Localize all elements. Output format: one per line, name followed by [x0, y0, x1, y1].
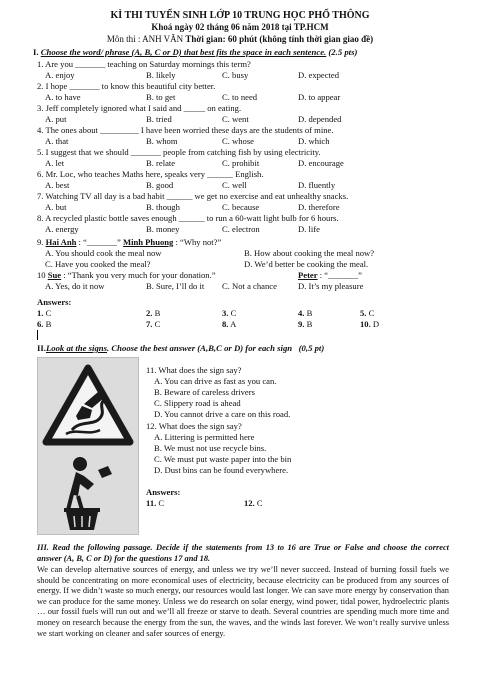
answer-value: B	[304, 319, 313, 329]
question-7: 7. Watching TV all day is a bad habit ______ we get no exercise and eat unhealthy snacks.	[37, 191, 349, 201]
q9-line2: : “Why not?”	[173, 237, 222, 247]
q4-option-c: C. whose	[222, 136, 254, 146]
section2-instruction-lead: Look at the signs	[45, 343, 108, 353]
answer-11	[146, 498, 164, 508]
q4-option-b: B. whom	[146, 136, 178, 146]
q5-option-a: A. let	[45, 158, 65, 168]
section1-points: (2.5 pts)	[328, 47, 358, 57]
answer-value: B	[152, 308, 161, 318]
question-1: 1. Are you _______ teaching on Saturday mornings this term?	[37, 59, 251, 69]
q10-option-b: B. Sure, I’ll do it	[146, 281, 205, 291]
q12-option-b: B. We must not use recycle bins.	[154, 443, 267, 453]
q10-line1: : “Thank you very much for your donation.”	[61, 270, 216, 280]
q2-option-d: D. to appear	[298, 92, 341, 102]
answer-11-number: 11.	[146, 498, 157, 508]
answer-3	[222, 308, 236, 318]
q1-option-c: C. busy	[222, 70, 249, 80]
section2-heading	[37, 343, 324, 353]
q7-option-c: C. because	[222, 202, 260, 212]
q5-option-c: C. prohibit	[222, 158, 260, 168]
q9-option-a: A. You should cook the meal now	[45, 248, 162, 258]
answer-number: 9.	[298, 319, 305, 329]
answer-number: 1.	[37, 308, 44, 318]
answer-number: 10.	[360, 319, 371, 329]
exam-subject: Môn thi : ANH VĂN	[106, 34, 184, 44]
answer-number: 2.	[146, 308, 153, 318]
q12-option-a: A. Littering is permitted here	[154, 432, 255, 442]
section2-points: (0,5 pt)	[298, 343, 325, 353]
answer-number: 3.	[222, 308, 229, 318]
q10-reply	[298, 270, 362, 280]
q9-speaker1: Hai Anh	[45, 237, 77, 247]
answer-10	[360, 319, 379, 329]
q6-option-d: D. fluently	[298, 180, 336, 190]
question-9	[37, 237, 221, 247]
q2-option-a: A. to have	[45, 92, 81, 102]
q11-option-d: D. You cannot drive a care on this road.	[154, 409, 291, 419]
q2-option-c: C. to need	[222, 92, 258, 102]
answer-12-value: C	[254, 498, 263, 508]
question-4: 4. The ones about _________ I have been worried these days are the students of mine.	[37, 125, 334, 135]
q7-option-a: A. but	[45, 202, 67, 212]
answer-6	[37, 319, 51, 329]
q10-number: 10	[37, 270, 48, 280]
answer-number: 4.	[298, 308, 305, 318]
q10-speaker1: Sue	[47, 270, 62, 280]
q9-number: 9.	[37, 237, 46, 247]
q1-option-a: A. enjoy	[45, 70, 75, 80]
question-12: 12. What does the sign say?	[146, 421, 242, 431]
section2-answers-label: Answers:	[146, 487, 181, 497]
q6-option-a: A. best	[45, 180, 70, 190]
exam-time: Thời gian: 60 phút (không tính thời gian giao đề)	[185, 34, 374, 44]
answer-value: C	[43, 308, 52, 318]
q3-option-b: B. tried	[146, 114, 172, 124]
q9-option-b: B. How about cooking the meal now?	[244, 248, 375, 258]
q9-speaker2: Minh Phuong	[122, 237, 174, 247]
answer-value: C	[366, 308, 375, 318]
q3-option-a: A. put	[45, 114, 67, 124]
q10-option-c: C. Not a chance	[222, 281, 277, 291]
q11-option-b: B. Beware of careless drivers	[154, 387, 255, 397]
q12-option-d: D. Dust bins can be found everywhere.	[154, 465, 289, 475]
q7-option-b: B. though	[146, 202, 180, 212]
answer-value: A	[228, 319, 237, 329]
section2-instruction: . Choose the best answer (A,B,C or D) for each sign	[107, 343, 293, 353]
section1-instruction: Choose the word/ phrase (A, B, C or D) that best fits the space in each sentence.	[40, 47, 327, 57]
answer-value: B	[43, 319, 52, 329]
exam-subject-line	[0, 34, 480, 44]
q11-option-c: C. Slippery road is ahead	[154, 398, 241, 408]
q1-option-d: D. expected	[298, 70, 340, 80]
answer-value: C	[152, 319, 161, 329]
answer-12	[244, 498, 263, 508]
question-11: 11. What does the sign say?	[146, 365, 242, 375]
answer-number: 7.	[146, 319, 153, 329]
answer-8	[222, 319, 236, 329]
section1-number: I.	[33, 47, 39, 57]
q6-option-b: B. good	[146, 180, 174, 190]
litter-bin-sign-icon	[42, 450, 134, 532]
answer-5	[360, 308, 374, 318]
section1-answers-label: Answers:	[37, 297, 72, 307]
answer-7	[146, 319, 160, 329]
q9-option-c: C. Have you cooked the meal?	[45, 259, 151, 269]
q9-option-d: D. We’d better be cooking the meal.	[244, 259, 369, 269]
q10-line2: : “_______”	[317, 270, 362, 280]
q9-line1: : “_______”	[76, 237, 123, 247]
q6-option-c: C. well	[222, 180, 247, 190]
q10-option-a: A. Yes, do it now	[45, 281, 105, 291]
answer-2	[146, 308, 160, 318]
answer-number: 6.	[37, 319, 44, 329]
q8-option-a: A. energy	[45, 224, 79, 234]
q12-option-c: C. We must put waste paper into the bin	[154, 454, 292, 464]
q1-option-b: B. likely	[146, 70, 176, 80]
question-2: 2. I hope _______ to know this beautiful city better.	[37, 81, 216, 91]
q10-option-d: D. It’s my pleasure	[298, 281, 364, 291]
q4-option-d: D. which	[298, 136, 330, 146]
answer-9	[298, 319, 312, 329]
answer-12-number: 12.	[244, 498, 255, 508]
answer-value: D	[370, 319, 380, 329]
answer-1	[37, 308, 51, 318]
q10-speaker2: Peter	[298, 270, 318, 280]
section3-passage: We can develop alternative sources of energy, and unless we try we’ll never succeed. Instead of burning fossil fuels we should be concentrating on more economical uses of electricity, because electricity can be produced from any sources of energy. If we didn’t waste so much energy, our resources would last longer. We can save more energy by conservation than we can produce for the same money. Unless we do research on solar energy, wind power, tidal power, hydroelectric plants … our fossil fuels will run out and we’ll all freeze or starve to death. Several countries are spending much more time and money on research because the energy from the sun, the waves, and the winds last forever. We won’t really survive unless we start working on cleaner and safer sources of energy.	[37, 565, 449, 638]
q5-option-d: D. encourage	[298, 158, 344, 168]
text-cursor	[37, 330, 38, 340]
q2-option-b: B. to get	[146, 92, 176, 102]
q3-option-c: C. went	[222, 114, 249, 124]
question-10	[37, 270, 216, 280]
signs-photo	[37, 357, 139, 535]
answer-4	[298, 308, 312, 318]
answer-number: 8.	[222, 319, 229, 329]
exam-title: KÌ THI TUYỂN SINH LỚP 10 TRUNG HỌC PHỔ THÔNG	[110, 10, 370, 21]
question-6: 6. Mr. Loc, who teaches Maths here, speaks very ______ English.	[37, 169, 264, 179]
slippery-road-sign-icon	[42, 364, 134, 446]
answer-value: C	[228, 308, 237, 318]
exam-date: Khoá ngày 02 tháng 06 năm 2018 tại TP.HCM	[151, 22, 329, 32]
answer-11-value: C	[156, 498, 165, 508]
q8-option-b: B. money	[146, 224, 180, 234]
section3-heading: III. Read the following passage. Decide if the statements from 13 to 16 are True or False and choose the correct answer (A, B, C or D) for the questions 17 and 18.	[37, 543, 449, 563]
section2-number: II.	[37, 343, 46, 353]
answer-number: 5.	[360, 308, 367, 318]
section1-heading	[33, 47, 357, 57]
answer-value: B	[304, 308, 313, 318]
q5-option-b: B. relate	[146, 158, 176, 168]
question-8: 8. A recycled plastic bottle saves enough ______ to run a 60-watt light bulb for 6 hours.	[37, 213, 339, 223]
question-3: 3. Jeff completely ignored what I said and _____ on eating.	[37, 103, 242, 113]
q8-option-d: D. life	[298, 224, 320, 234]
question-5: 5. I suggest that we should _______ people from catching fish by using electricity.	[37, 147, 321, 157]
q7-option-d: D. therefore	[298, 202, 340, 212]
q4-option-a: A. that	[45, 136, 69, 146]
q11-option-a: A. You can drive as fast as you can.	[154, 376, 277, 386]
q8-option-c: C. electron	[222, 224, 260, 234]
q3-option-d: D. depended	[298, 114, 342, 124]
